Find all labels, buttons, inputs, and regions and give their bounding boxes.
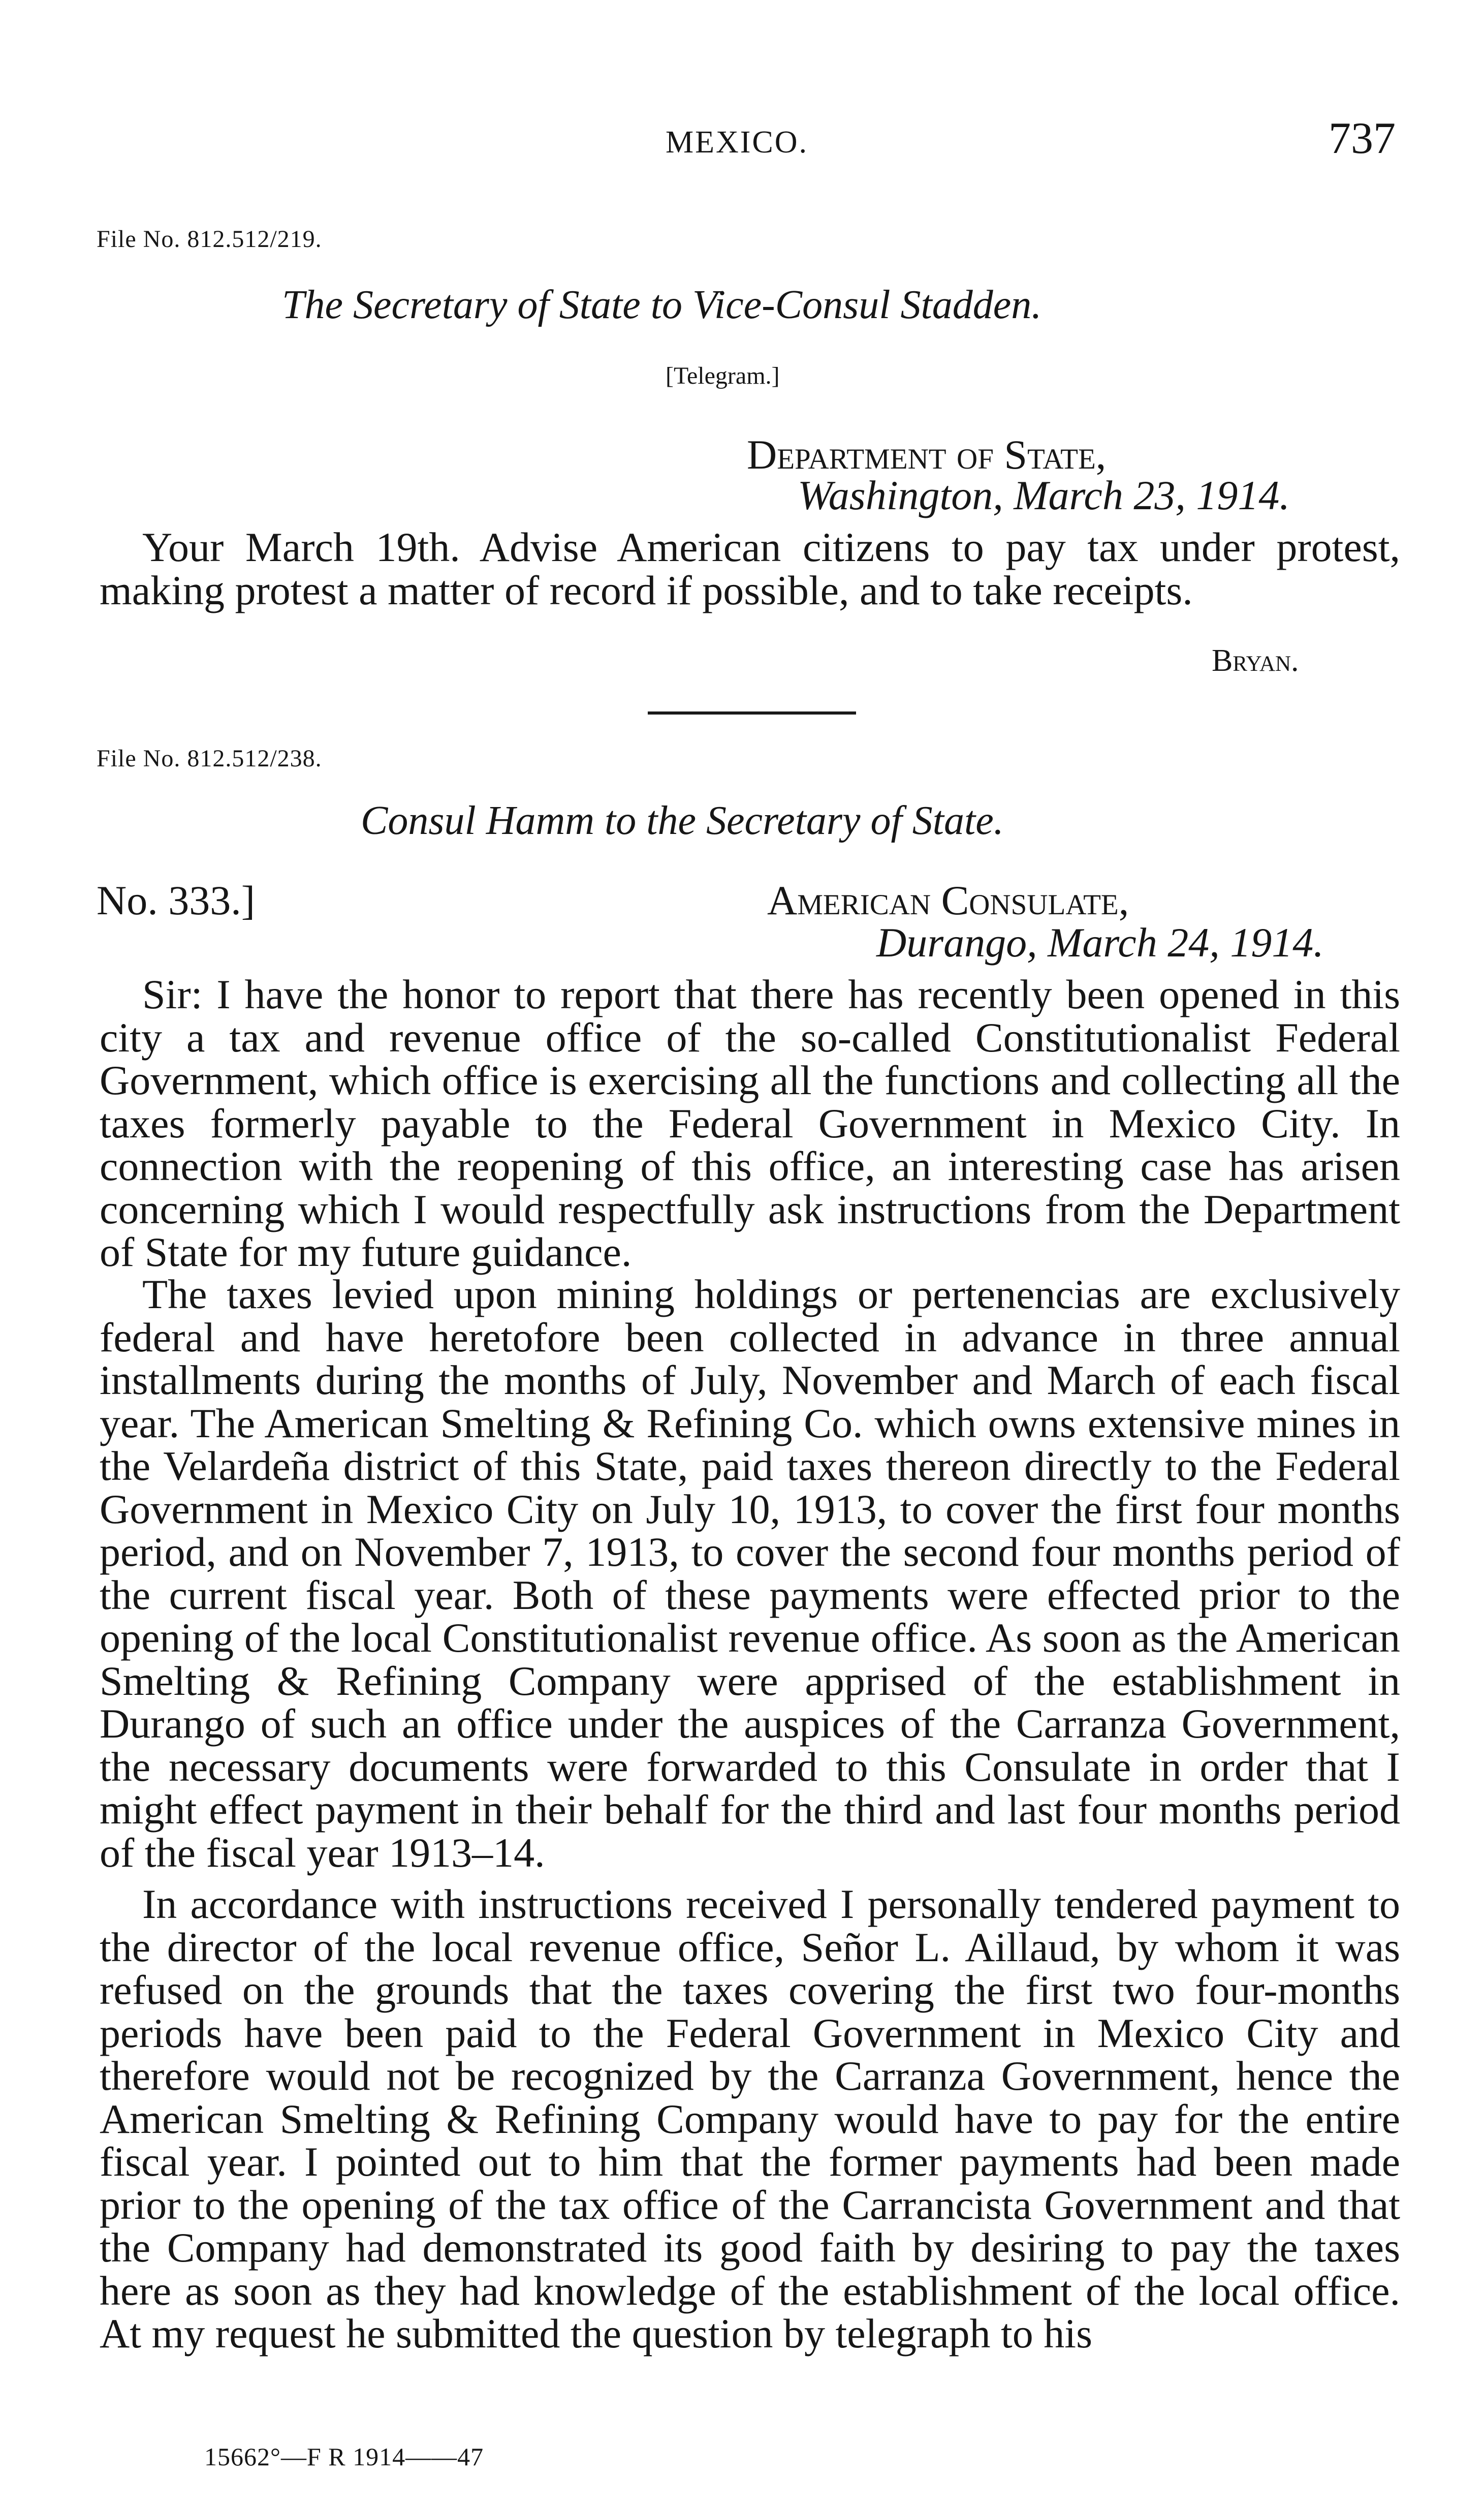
file-number-2: File No. 812.512/238. [97,745,322,772]
section-separator [648,711,856,715]
dispatch-number: No. 333.] [97,877,256,923]
running-head: MEXICO. [666,125,809,160]
date-line-1: Washington, March 23, 1914. [798,472,1290,518]
letter-paragraph-3: In accordance with instructions received I personally tendered payment to the director of the local revenue office, Señor L. Aillaud, by whom it was refused on the grounds that the taxes covering the first two four-months periods have been paid to the Federal Government in Mexico City and therefore would not be recognized by the Carranza Government, hence the American Smelting & Refining Company would have to pay for the entire fiscal year. I pointed out to him that the former payments had been made prior to the opening of the tax office of the Carrancista Government and that the Company had demonstrated its good faith by desiring to pay the taxes here as soon as they had knowledge of the establishment of the local office. At my request he submitted the question by telegraph to his [100,1881,1400,2357]
letter-paragraph-2: The taxes levied upon mining holdings or pertenencias are exclusively federal and have heretofore been collected in advance in three annual installments during the months of July, November and March of each fiscal year. The American Smelting & Refining Co. which owns extensive mines in the Velardeña district of this State, paid taxes thereon directly to the Federal Government in Mexico City on July 10, 1913, to cover the first four months period, and on November 7, 1913, to cover the second four months period of the current fiscal year. Both of these payments were effected prior to the opening of the local Constitutionalist revenue office. As soon as the American Smelting & Refining Company were apprised of the establishment in Durango of such an office under the auspices of the Carranza Government, the necessary documents were forwarded to this Consulate in order that I might effect payment in their behalf for the third and last four months period of the fiscal year 1913–14. [100,1271,1400,1876]
signature: Bryan. [1212,643,1299,678]
print-code: 15662°—F R 1914——47 [204,2442,484,2471]
document-title-1: The Secretary of State to Vice-Consul Stadden. [282,283,1042,327]
sender-place-1: Department of State, [747,431,1107,478]
telegram-body: Your March 19th. Advise American citizens to pay tax under protest, making protest a matter of record if possible, and to take receipts. [100,524,1400,613]
page-number: 737 [1329,114,1396,163]
telegram-label: [Telegram.] [666,362,780,389]
document-title-2: Consul Hamm to the Secretary of State. [361,798,1004,843]
file-number-1: File No. 812.512/219. [97,226,322,253]
date-line-2: Durango, March 24, 1914. [876,919,1324,966]
letter-paragraph-1: Sir: I have the honor to report that there has recently been opened in this city a tax and revenue office of the so-called Constitutionalist Federal Government, which office is exercising all the functions and collecting all the taxes formerly payable to the Federal Government in Mexico City. In connection with the reopening of this office, an interesting case has arisen concerning which I would respectfully ask instructions from the Department of State for my future guidance. [100,971,1400,1275]
sender-place-2: American Consulate, [767,877,1129,923]
